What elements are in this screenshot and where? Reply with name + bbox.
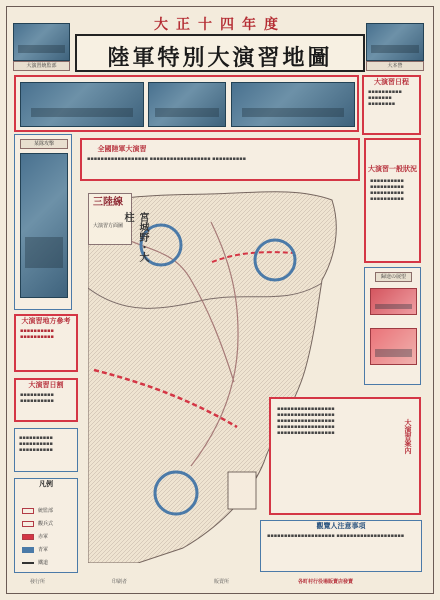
route-main-label: 三陸線 xyxy=(93,197,123,208)
legend-label: 青軍 xyxy=(38,547,49,553)
red-army-icon xyxy=(22,534,34,540)
left-photo xyxy=(20,153,68,298)
left-photo-panel xyxy=(14,134,72,310)
legend-row xyxy=(22,530,76,543)
legend-title: 凡例 xyxy=(39,479,53,488)
left-lower-text: ▪▪▪▪▪▪▪▪▪▪ ▪▪▪▪▪▪▪▪▪▪ xyxy=(20,392,54,404)
bottom-right-title: 大演習案內 xyxy=(404,419,413,454)
left-lower-panel xyxy=(14,378,78,422)
left-blue-panel xyxy=(14,428,78,472)
era-title: 大正十四年度 xyxy=(154,17,286,33)
left-middle-panel xyxy=(14,314,78,372)
central-info-text: ▪▪▪▪▪▪▪▪▪▪▪▪▪▪▪▪▪▪ ▪▪▪▪▪▪▪▪▪▪▪▪▪▪▪▪▪▪ ▪▪▪▪▪▪▪▪▪▪ xyxy=(87,156,247,162)
main-title: 陸軍特別大演習地圖 xyxy=(107,45,333,71)
blue-army-icon xyxy=(22,547,34,553)
bottom-center-title: 觀覽人注意事項 xyxy=(316,521,366,530)
footer-center-right: 販賣所 xyxy=(214,579,230,585)
right-photo-caption: 歸途の展望 xyxy=(375,272,412,282)
right-upper-photo xyxy=(370,288,417,315)
footer-center-left: 印刷者 xyxy=(112,579,128,585)
legend-marker-icon xyxy=(22,521,34,527)
officer-photo xyxy=(148,82,226,127)
legend-row xyxy=(22,517,76,530)
central-info-panel xyxy=(80,138,360,181)
left-photo-caption: 某隊攻擊 xyxy=(20,139,68,149)
top-left-photo xyxy=(13,23,70,61)
right-upper-title: 大演習日程 xyxy=(374,77,409,86)
legend-list xyxy=(22,504,76,569)
legend-label: 統監部 xyxy=(38,508,54,514)
railway-icon xyxy=(22,562,34,564)
legend-row xyxy=(22,543,76,556)
route-side-label: 宮城野・大柱 xyxy=(122,212,148,262)
top-left-caption: 大演習統監部 xyxy=(13,61,70,71)
bottom-right-text: ▪▪▪▪▪▪▪▪▪▪▪▪▪▪▪▪▪ ▪▪▪▪▪▪▪▪▪▪▪▪▪▪▪▪▪ ▪▪▪▪▪▪▪▪▪▪▪▪▪▪▪▪▪ ▪▪▪▪▪▪▪▪▪▪▪▪▪▪▪▪▪ ▪▪▪▪▪▪▪▪▪▪▪▪▪▪▪▪▪ xyxy=(277,406,335,436)
legend-label: 鐵道 xyxy=(38,560,49,566)
infantry-photo xyxy=(20,82,144,127)
right-upper-text: ▪▪▪▪▪▪▪▪▪▪ ▪▪▪▪▪▪▪ ▪▪▪▪▪▪▪▪ xyxy=(368,89,402,107)
title-box xyxy=(75,34,365,72)
right-long-title: 大演習一般狀況 xyxy=(368,164,417,173)
top-right-photo xyxy=(366,23,424,61)
legend-row xyxy=(22,556,76,569)
right-long-panel xyxy=(364,138,421,263)
left-middle-text: ▪▪▪▪▪▪▪▪▪▪ ▪▪▪▪▪▪▪▪▪▪ xyxy=(20,328,54,340)
legend-label: 赤軍 xyxy=(38,534,49,540)
right-photo-panel xyxy=(364,267,421,385)
top-right-caption: 大本營 xyxy=(366,61,424,71)
right-upper-panel xyxy=(362,75,421,135)
photo-strip xyxy=(14,75,359,132)
right-middle-title: 全國陸軍大演習 xyxy=(97,144,147,153)
bottom-right-panel xyxy=(269,397,421,515)
left-middle-title: 大演習地方參考 xyxy=(21,316,71,325)
legend-label: 觀兵式 xyxy=(38,521,54,527)
right-long-text: ▪▪▪▪▪▪▪▪▪▪ ▪▪▪▪▪▪▪▪▪▪ ▪▪▪▪▪▪▪▪▪▪ ▪▪▪▪▪▪▪▪▪▪ xyxy=(370,178,404,202)
legend-row xyxy=(22,504,76,517)
legend-marker-icon xyxy=(22,508,34,514)
bottom-center-text: ▪▪▪▪▪▪▪▪▪▪▪▪▪▪▪▪▪▪▪▪ ▪▪▪▪▪▪▪▪▪▪▪▪▪▪▪▪▪▪▪▪ xyxy=(267,533,405,539)
right-lower-photo xyxy=(370,328,417,365)
left-blue-text: ▪▪▪▪▪▪▪▪▪▪ ▪▪▪▪▪▪▪▪▪▪ ▪▪▪▪▪▪▪▪▪▪ xyxy=(19,435,53,453)
left-lower-title: 大演習日割 xyxy=(28,380,64,389)
route-sub-label: 大演習方面圖 xyxy=(93,223,124,229)
landscape-photo xyxy=(231,82,355,127)
footer-left: 發行所 xyxy=(30,579,46,585)
footer-right: 各町村行役場販賣店發賣 xyxy=(298,579,354,585)
bottom-center-panel xyxy=(260,520,422,572)
map-note-box xyxy=(228,472,256,509)
